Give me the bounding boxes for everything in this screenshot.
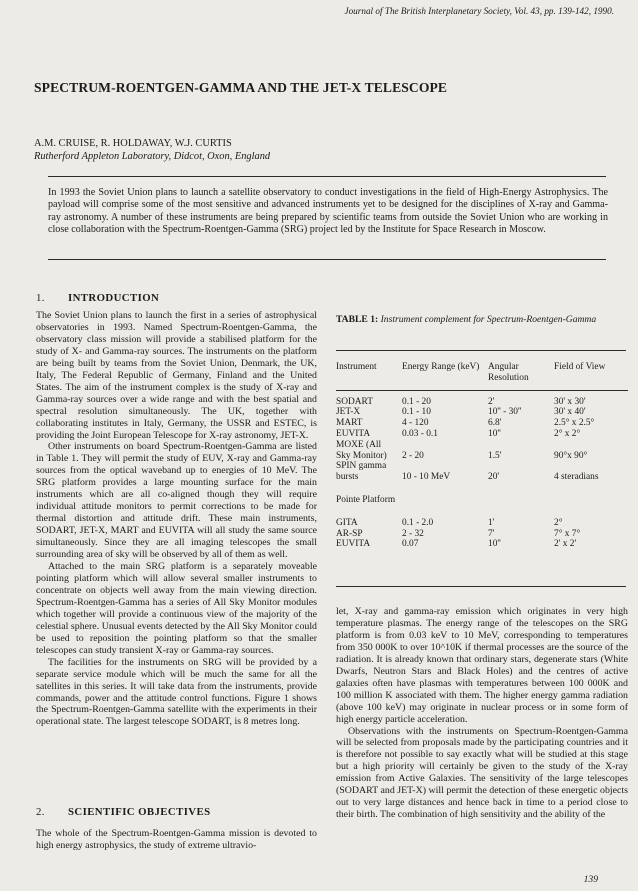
journal-header: Journal of The British Interplanetary Society, Vol. 43, pp. 139-142, 1990. — [344, 6, 614, 16]
table-cell: bursts — [336, 472, 359, 483]
table-cell: 6.8' — [488, 418, 502, 429]
table-cell: SODART — [336, 396, 373, 407]
left-column-objectives — [36, 828, 317, 852]
table-cell: 4 - 120 — [402, 418, 429, 429]
table-header-cell: Instrument — [336, 362, 377, 372]
table-cell: SPIN gamma — [336, 461, 387, 472]
paper-title: SPECTRUM-ROENTGEN-GAMMA AND THE JET-X TELESCOPE — [34, 80, 448, 95]
table-cell: 0.1 - 20 — [402, 396, 431, 407]
section-title: INTRODUCTION — [68, 292, 160, 304]
section-number: 1. — [36, 292, 45, 304]
page-number: 139 — [583, 874, 598, 885]
section-title: SCIENTIFIC OBJECTIVES — [68, 806, 211, 818]
table-header-row — [336, 362, 628, 384]
table-cell: 0.1 - 2.0 — [402, 517, 434, 528]
table-bottom-rule — [336, 586, 626, 587]
table-cell: EUVITA — [336, 428, 371, 439]
table-cell: JET-X — [336, 407, 361, 418]
table-caption — [336, 314, 606, 326]
paragraph: The facilities for the instruments on SRG will be provided by a separate service module which will be much the same for all the satellites in this series. It will take data from the instruments, provide commands, power and the attitude control functions. Figure 1 shows the Spectrum-Roentgen-Gamma satellite with the experiments in their operational state. The largest telescope SODART, is 8 metres long. — [36, 656, 317, 728]
table-cell: MART — [336, 418, 363, 429]
table-label: TABLE 1: — [336, 314, 379, 325]
table-cell: EUVITA — [336, 539, 371, 550]
table-cell: AR-SP — [336, 528, 363, 539]
right-column-text — [336, 606, 628, 821]
paragraph: let, X-ray and gamma-ray emission which originates in very high temperature plasmas. The energy range of the telescopes on the SRG platform is from 0.03 keV to 10 MeV, corresponding to temperatures from 350 000K to over 10^10K if thermal processes are the source of the radiation. It is already known that ordinary stars, degenerate stars (White Dwarfs, Neutron Stars and Black Holes) and the centres of active galaxies often have plasmas with temperatures between 100 000K and 100 million K associated with them. The higher energy gamma radiation (above 100 keV) may originate in nuclear process or in some form of high energy particle acceleration. — [336, 606, 628, 725]
table-cell: 10 - 10 MeV — [402, 472, 451, 483]
abstract: In 1993 the Soviet Union plans to launch a satellite observatory to conduct investigations in the field of High-Energy Astrophysics. The payload will comprise some of the most sensitive and advanced instruments yet to be designed for the disciplines of X-ray and Gamma-ray astronomy. A number of these instruments are being prepared by scientific teams from outside the Soviet Union who are working in close collaboration with the Spectrum-Roentgen-Gamma (SRG) project led by the Institute for Space Research in Moscow. — [48, 187, 608, 236]
table-row — [336, 440, 628, 451]
table-cell: 30' x 40' — [554, 407, 586, 418]
table-cell: 7' — [488, 528, 495, 539]
table-header-cell: Field of View — [554, 362, 606, 372]
table-cell: 2 - 32 — [402, 528, 424, 539]
instrument-table — [336, 362, 628, 550]
table-caption-text: Instrument complement for Spectrum-Roentgen-Gamma — [380, 314, 597, 325]
paragraph: The whole of the Spectrum-Roentgen-Gamma mission is devoted to high energy astrophysics, the study of extreme ultravio- — [36, 828, 317, 851]
table-cell: 0.03 - 0.1 — [402, 428, 438, 439]
table-cell: 1' — [488, 517, 495, 528]
table-cell: 1.5' — [488, 450, 502, 461]
table-cell: 90°x 90° — [554, 450, 588, 461]
table-cell: 10'' - 30'' — [488, 407, 522, 418]
table-cell: 2 - 20 — [402, 450, 424, 461]
table-subheading: Pointe Platform — [336, 494, 396, 505]
table-cell: 2° x 2° — [554, 428, 581, 439]
table-cell: 0.07 — [402, 539, 419, 550]
affiliation: Rutherford Appleton Laboratory, Didcot, Oxon, England — [34, 151, 271, 162]
section-heading-objectives — [36, 806, 211, 818]
table-header-cell: Energy Range (keV) — [402, 362, 480, 372]
author-list: A.M. CRUISE, R. HOLDAWAY, W.J. CURTIS — [34, 138, 232, 149]
table-cell: 20' — [488, 472, 500, 483]
table-cell: 30' x 30' — [554, 396, 586, 407]
table-row — [336, 461, 628, 472]
table-top-rule — [336, 350, 626, 351]
table-subheading-row — [336, 495, 628, 506]
paragraph: The Soviet Union plans to launch the first in a series of astrophysical observatories in 1993. Named Spectrum-Roentgen-Gamma, the observatory class mission will provide a stabilised platform for the study of X- and Gamma-ray sources. The instruments on the platform are being built by teams from the Soviet Union, Denmark, the UK, Italy, The Federal Republic of Germany, Finland and the United States. The aim of the instrument complex is the study of X-ray and Gamma-ray sources over a wide range and with the best spatial and spectral resolution simultaneously. The UK, together with collaborating institutes in Italy, Germany, the USSR and ESTEC, is providing the Joint European Telescope for X-ray astronomy, JET-X. — [36, 310, 317, 441]
table-header-cell: Angular Resolution — [488, 362, 529, 383]
abstract-top-rule — [48, 176, 606, 177]
table-cell: MOXE (All — [336, 439, 382, 450]
table-cell: Sky Monitor) — [336, 450, 387, 461]
abstract-bottom-rule — [48, 259, 606, 260]
table-row — [336, 451, 628, 462]
table-cell: 0.1 - 10 — [402, 407, 431, 418]
table-cell: 10'' — [488, 539, 501, 550]
table-row — [336, 407, 628, 418]
table-cell: 2' x 2' — [554, 539, 577, 550]
table-cell: GITA — [336, 517, 358, 528]
paragraph: Observations with the instruments on Spectrum-Roentgen-Gamma will be selected from proposals made by the participating countries and it is therefore not possible to say exactly what will be studied at this stage but a high priority will certainly be given to the study of the X-ray emission from Active Galaxies. The sensitivity of the large telescopes (SODART and JET-X) will permit the detection of these energetic objects out to very large distances and hence back in time to a period close to their birth. The combination of high sensitivity and the ability of the — [336, 725, 628, 821]
left-column-introduction — [36, 310, 317, 728]
table-cell: 4 steradians — [554, 472, 599, 483]
table-row — [336, 418, 628, 429]
table-row — [336, 518, 628, 529]
table-row — [336, 529, 628, 540]
table-cell: 2' — [488, 396, 495, 407]
table-cell: 7° x 7° — [554, 528, 581, 539]
table-row — [336, 429, 628, 440]
table-row — [336, 539, 628, 550]
table-cell: 2.5° x 2.5° — [554, 418, 595, 429]
paragraph: Other instruments on board Spectrum-Roentgen-Gamma are listed in Table 1. They will permit the study of EUV, X-ray and Gamma-ray sources from the optical waveband up to energies of 10 MeV. The SRG platform provides a large mounting surface for the main instruments which are all co-aligned though they will require individual attitude monitors to permit corrections to be made for thermal distortion and attitude drift. These main instruments, SODART, JET-X, MART and EUVITA will all study the same source simultaneously. Since they are all imaging telescopes the small surrounding area of sky will be observed by all of them as well. — [36, 441, 317, 561]
table-row — [336, 397, 628, 408]
table-row — [336, 472, 628, 483]
paragraph: Attached to the main SRG platform is a separately moveable pointing platform which will allow several smaller instruments to concentrate on objects well away from the main viewing direction. Spectrum-Roentgen-Gamma has a series of All Sky Monitor modules which together will provide a continuous view of the majority of the celestial sphere. Unusual events detected by the All Sky Monitor could be used to reposition the pointing platform so that the smaller telescopes can study transient X-ray or Gamma-ray sources. — [36, 561, 317, 656]
section-heading-introduction — [36, 292, 159, 304]
table-cell: 10'' — [488, 428, 501, 439]
table-cell: 2° — [554, 517, 563, 528]
section-number: 2. — [36, 806, 45, 818]
